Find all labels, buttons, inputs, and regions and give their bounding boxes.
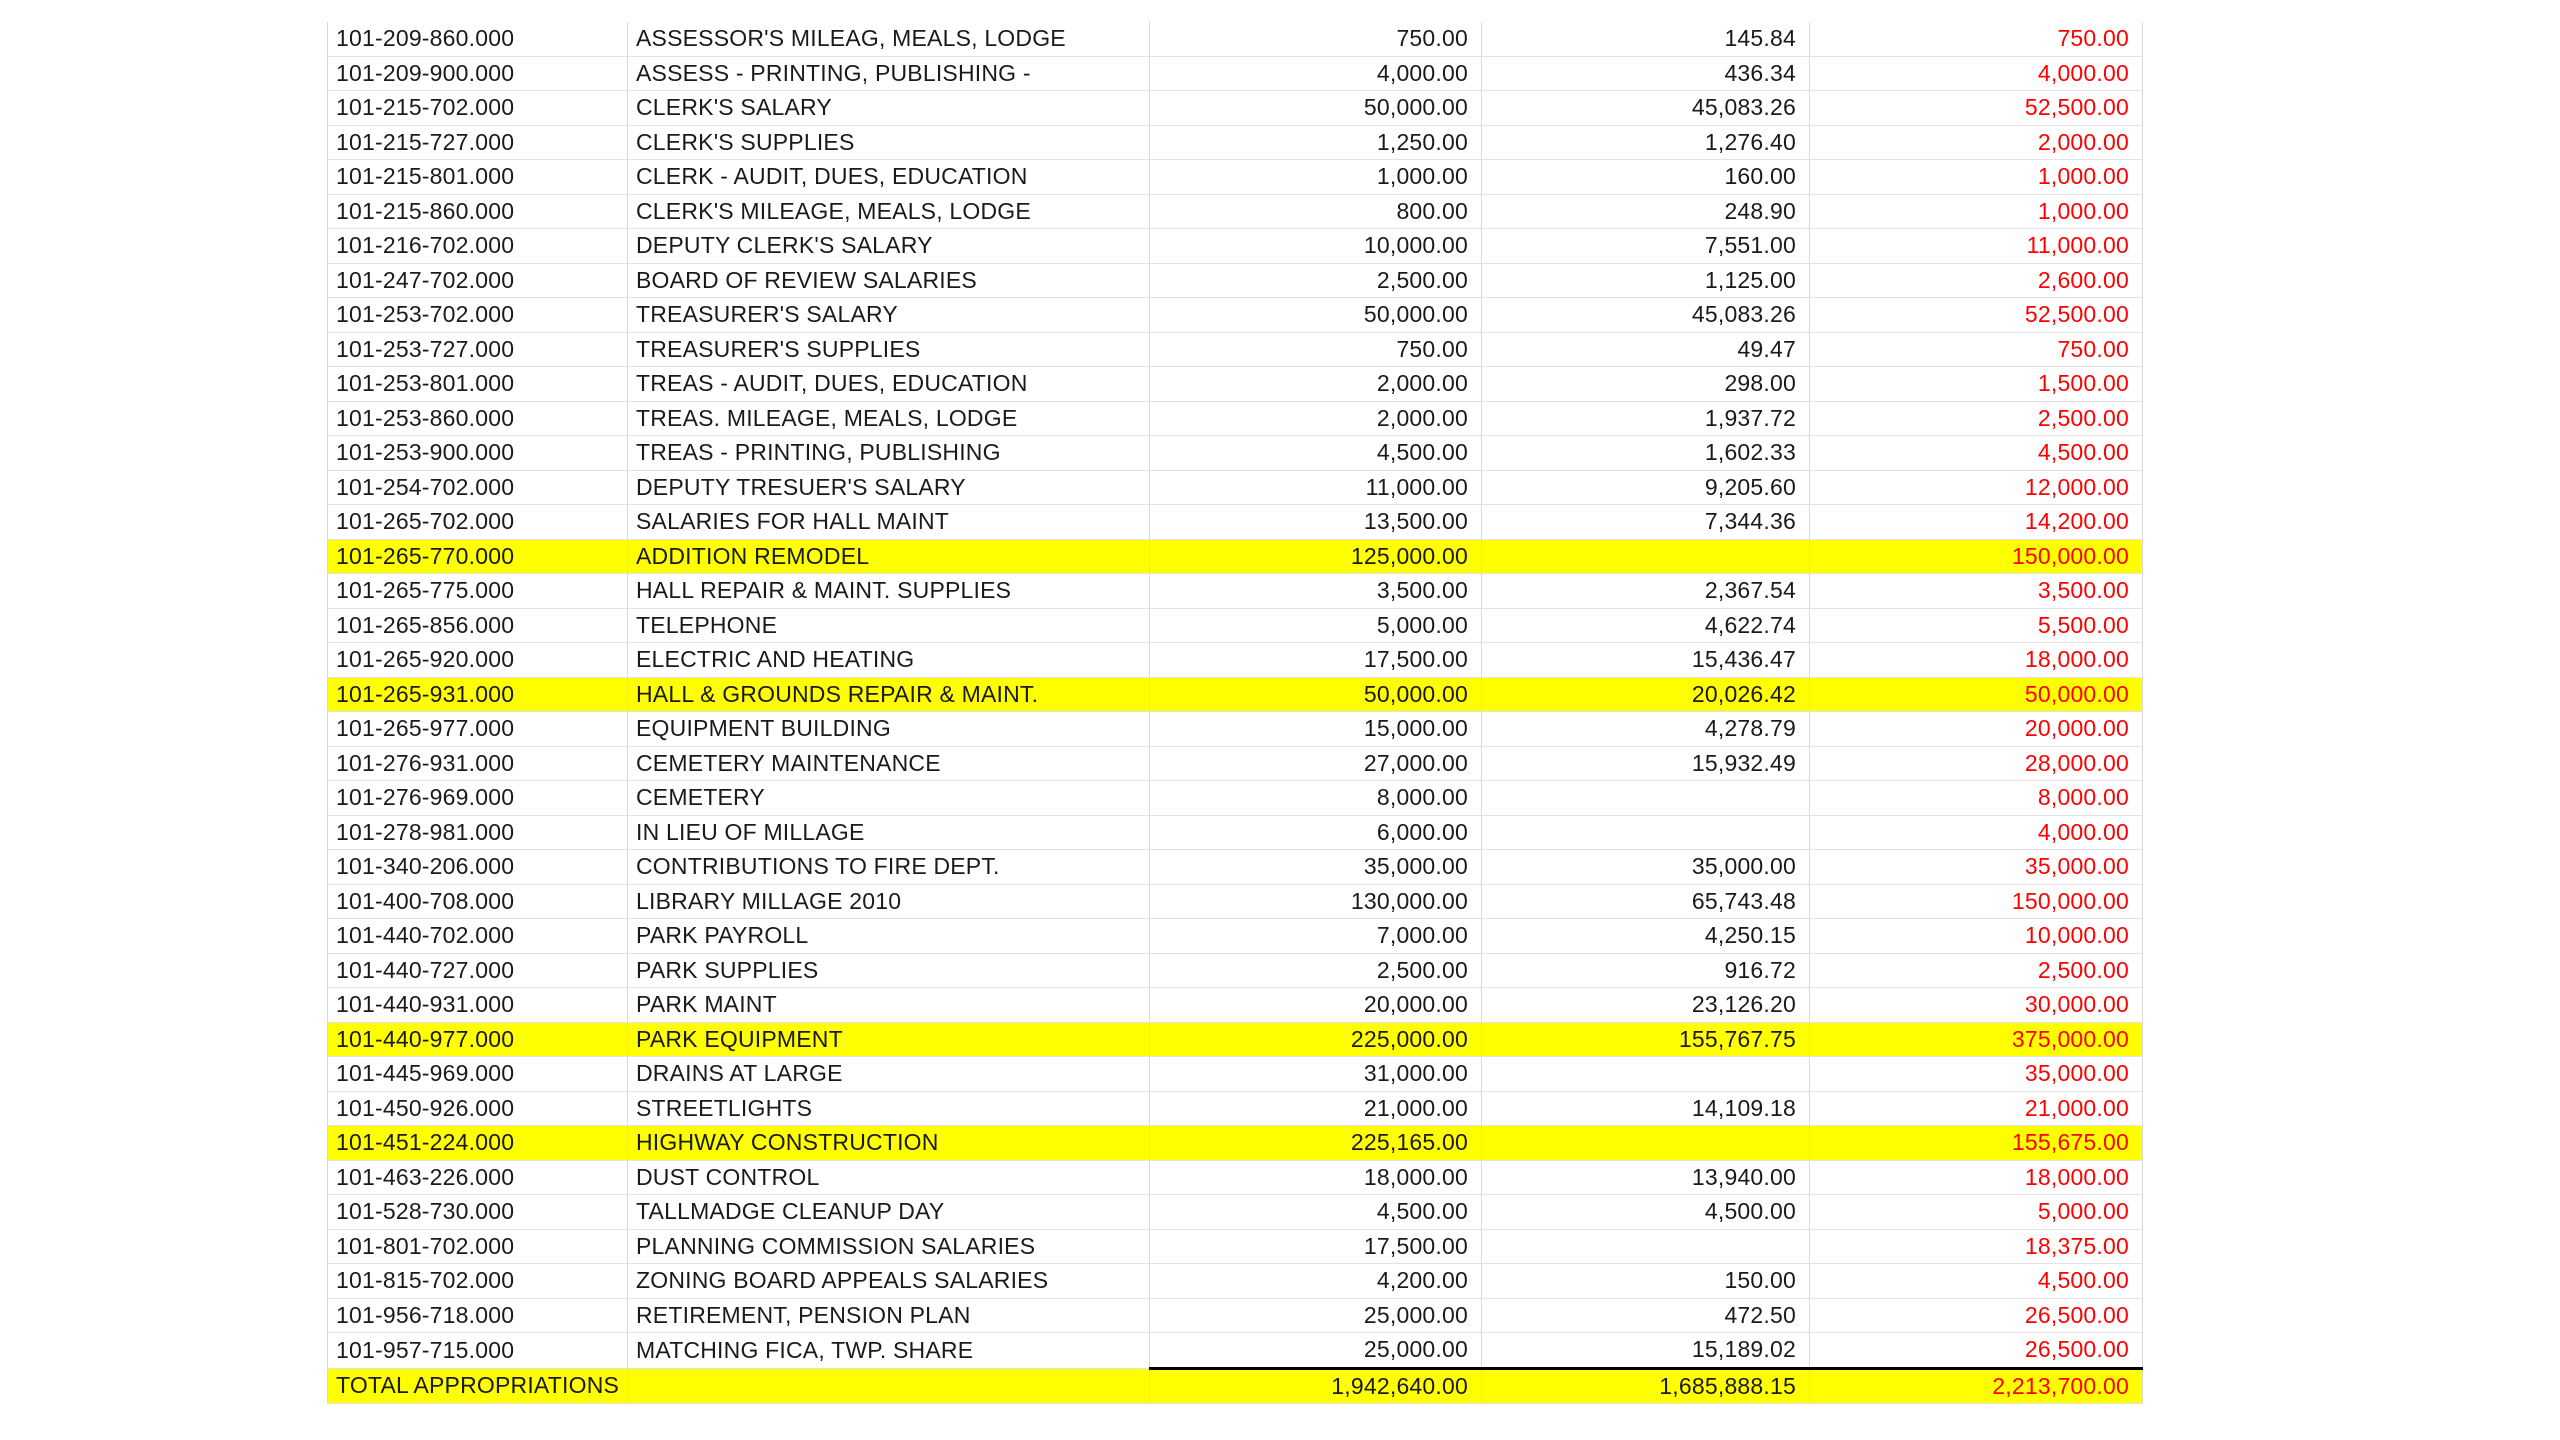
description-cell[interactable]: CLERK'S MILEAGE, MEALS, LODGE xyxy=(628,194,1150,229)
actual-cell[interactable]: 23,126.20 xyxy=(1482,988,1810,1023)
table-row xyxy=(328,263,2143,298)
table-row xyxy=(328,125,2143,160)
table-row xyxy=(328,436,2143,471)
proposed-cell[interactable]: 5,500.00 xyxy=(1810,608,2143,643)
table-row xyxy=(328,574,2143,609)
table-row xyxy=(328,160,2143,195)
budget-cell[interactable]: 3,500.00 xyxy=(1150,574,1482,609)
budget-cell[interactable]: 50,000.00 xyxy=(1150,677,1482,712)
proposed-cell[interactable]: 30,000.00 xyxy=(1810,988,2143,1023)
budget-cell[interactable]: 8,000.00 xyxy=(1150,781,1482,816)
description-cell[interactable]: PARK EQUIPMENT xyxy=(628,1022,1150,1057)
table-row xyxy=(328,367,2143,402)
description-cell[interactable]: CLERK'S SUPPLIES xyxy=(628,125,1150,160)
proposed-cell[interactable]: 18,000.00 xyxy=(1810,1160,2143,1195)
account-cell[interactable]: 101-209-900.000 xyxy=(328,56,628,91)
description-cell[interactable]: ADDITION REMODEL xyxy=(628,539,1150,574)
actual-cell[interactable]: 15,189.02 xyxy=(1482,1333,1810,1369)
table-row xyxy=(328,401,2143,436)
table-row xyxy=(328,22,2143,56)
actual-cell[interactable]: 4,500.00 xyxy=(1482,1195,1810,1230)
proposed-cell[interactable]: 26,500.00 xyxy=(1810,1333,2143,1369)
proposed-cell[interactable]: 20,000.00 xyxy=(1810,712,2143,747)
table-row xyxy=(328,539,2143,574)
description-cell[interactable]: BOARD OF REVIEW SALARIES xyxy=(628,263,1150,298)
budget-cell[interactable]: 15,000.00 xyxy=(1150,712,1482,747)
proposed-cell[interactable]: 12,000.00 xyxy=(1810,470,2143,505)
table-row xyxy=(328,1057,2143,1092)
budget-cell[interactable]: 18,000.00 xyxy=(1150,1160,1482,1195)
actual-cell[interactable]: 65,743.48 xyxy=(1482,884,1810,919)
actual-cell[interactable] xyxy=(1482,1229,1810,1264)
account-cell[interactable]: 101-265-931.000 xyxy=(328,677,628,712)
proposed-cell[interactable]: 150,000.00 xyxy=(1810,884,2143,919)
table-row xyxy=(328,1022,2143,1057)
proposed-cell[interactable]: 35,000.00 xyxy=(1810,850,2143,885)
table-row xyxy=(328,505,2143,540)
budget-cell[interactable]: 25,000.00 xyxy=(1150,1333,1482,1369)
table-row xyxy=(328,884,2143,919)
proposed-cell[interactable]: 10,000.00 xyxy=(1810,919,2143,954)
total-budget-cell[interactable]: 1,942,640.00 xyxy=(1150,1368,1482,1404)
account-cell[interactable]: 101-253-702.000 xyxy=(328,298,628,333)
proposed-cell[interactable]: 35,000.00 xyxy=(1810,1057,2143,1092)
description-cell[interactable]: CLERK'S SALARY xyxy=(628,91,1150,126)
description-cell[interactable]: ELECTRIC AND HEATING xyxy=(628,643,1150,678)
budget-cell[interactable]: 1,250.00 xyxy=(1150,125,1482,160)
account-cell[interactable]: 101-400-708.000 xyxy=(328,884,628,919)
budget-cell[interactable]: 800.00 xyxy=(1150,194,1482,229)
proposed-cell[interactable]: 2,500.00 xyxy=(1810,401,2143,436)
description-cell[interactable]: HIGHWAY CONSTRUCTION xyxy=(628,1126,1150,1161)
budget-cell[interactable]: 1,000.00 xyxy=(1150,160,1482,195)
budget-cell[interactable]: 20,000.00 xyxy=(1150,988,1482,1023)
actual-cell[interactable]: 150.00 xyxy=(1482,1264,1810,1299)
proposed-cell[interactable]: 18,375.00 xyxy=(1810,1229,2143,1264)
account-cell[interactable]: 101-265-702.000 xyxy=(328,505,628,540)
account-cell[interactable]: 101-451-224.000 xyxy=(328,1126,628,1161)
proposed-cell[interactable]: 750.00 xyxy=(1810,332,2143,367)
budget-cell[interactable]: 25,000.00 xyxy=(1150,1298,1482,1333)
account-cell[interactable]: 101-528-730.000 xyxy=(328,1195,628,1230)
actual-cell[interactable]: 14,109.18 xyxy=(1482,1091,1810,1126)
budget-cell[interactable]: 4,200.00 xyxy=(1150,1264,1482,1299)
proposed-cell[interactable]: 155,675.00 xyxy=(1810,1126,2143,1161)
proposed-cell[interactable]: 52,500.00 xyxy=(1810,298,2143,333)
account-cell[interactable]: 101-278-981.000 xyxy=(328,815,628,850)
description-cell[interactable]: CEMETERY xyxy=(628,781,1150,816)
description-cell[interactable]: TALLMADGE CLEANUP DAY xyxy=(628,1195,1150,1230)
total-proposed-cell[interactable]: 2,213,700.00 xyxy=(1810,1368,2143,1404)
total-label-cell[interactable]: TOTAL APPROPRIATIONS xyxy=(328,1368,628,1404)
account-cell[interactable]: 101-216-702.000 xyxy=(328,229,628,264)
description-cell[interactable]: PARK MAINT xyxy=(628,988,1150,1023)
account-cell[interactable]: 101-254-702.000 xyxy=(328,470,628,505)
table-row xyxy=(328,1229,2143,1264)
table-row xyxy=(328,1126,2143,1161)
total-blank-cell[interactable] xyxy=(628,1368,1150,1404)
actual-cell[interactable]: 2,367.54 xyxy=(1482,574,1810,609)
budget-cell[interactable]: 27,000.00 xyxy=(1150,746,1482,781)
budget-cell[interactable]: 7,000.00 xyxy=(1150,919,1482,954)
appropriations-table-body xyxy=(328,22,2143,1404)
description-cell[interactable]: EQUIPMENT BUILDING xyxy=(628,712,1150,747)
table-row xyxy=(328,919,2143,954)
table-row xyxy=(328,677,2143,712)
budget-cell[interactable]: 2,500.00 xyxy=(1150,263,1482,298)
proposed-cell[interactable]: 50,000.00 xyxy=(1810,677,2143,712)
account-cell[interactable]: 101-445-969.000 xyxy=(328,1057,628,1092)
account-cell[interactable]: 101-440-977.000 xyxy=(328,1022,628,1057)
actual-cell[interactable] xyxy=(1482,781,1810,816)
actual-cell[interactable]: 15,436.47 xyxy=(1482,643,1810,678)
budget-cell[interactable]: 13,500.00 xyxy=(1150,505,1482,540)
table-row xyxy=(328,1160,2143,1195)
budget-cell[interactable]: 125,000.00 xyxy=(1150,539,1482,574)
actual-cell[interactable]: 7,551.00 xyxy=(1482,229,1810,264)
account-cell[interactable]: 101-340-206.000 xyxy=(328,850,628,885)
account-cell[interactable]: 101-440-727.000 xyxy=(328,953,628,988)
budget-cell[interactable]: 11,000.00 xyxy=(1150,470,1482,505)
account-cell[interactable]: 101-276-931.000 xyxy=(328,746,628,781)
account-cell[interactable]: 101-440-702.000 xyxy=(328,919,628,954)
proposed-cell[interactable]: 2,500.00 xyxy=(1810,953,2143,988)
proposed-cell[interactable]: 28,000.00 xyxy=(1810,746,2143,781)
description-cell[interactable]: PARK SUPPLIES xyxy=(628,953,1150,988)
account-cell[interactable]: 101-815-702.000 xyxy=(328,1264,628,1299)
actual-cell[interactable] xyxy=(1482,539,1810,574)
account-cell[interactable]: 101-253-727.000 xyxy=(328,332,628,367)
table-row xyxy=(328,332,2143,367)
table-row xyxy=(328,988,2143,1023)
account-cell[interactable]: 101-253-900.000 xyxy=(328,436,628,471)
description-cell[interactable]: CLERK - AUDIT, DUES, EDUCATION xyxy=(628,160,1150,195)
table-row xyxy=(328,1298,2143,1333)
actual-cell[interactable]: 160.00 xyxy=(1482,160,1810,195)
account-cell[interactable]: 101-440-931.000 xyxy=(328,988,628,1023)
actual-cell[interactable]: 1,125.00 xyxy=(1482,263,1810,298)
proposed-cell[interactable]: 4,000.00 xyxy=(1810,56,2143,91)
table-row xyxy=(328,815,2143,850)
proposed-cell[interactable]: 8,000.00 xyxy=(1810,781,2143,816)
account-cell[interactable]: 101-801-702.000 xyxy=(328,1229,628,1264)
proposed-cell[interactable]: 18,000.00 xyxy=(1810,643,2143,678)
budget-cell[interactable]: 2,000.00 xyxy=(1150,401,1482,436)
actual-cell[interactable]: 1,276.40 xyxy=(1482,125,1810,160)
account-cell[interactable]: 101-265-770.000 xyxy=(328,539,628,574)
budget-cell[interactable]: 6,000.00 xyxy=(1150,815,1482,850)
description-cell[interactable]: RETIREMENT, PENSION PLAN xyxy=(628,1298,1150,1333)
account-cell[interactable]: 101-276-969.000 xyxy=(328,781,628,816)
actual-cell[interactable]: 436.34 xyxy=(1482,56,1810,91)
description-cell[interactable]: TREASURER'S SUPPLIES xyxy=(628,332,1150,367)
table-row xyxy=(328,850,2143,885)
table-row xyxy=(328,781,2143,816)
account-cell[interactable]: 101-265-775.000 xyxy=(328,574,628,609)
proposed-cell[interactable]: 11,000.00 xyxy=(1810,229,2143,264)
description-cell[interactable]: HALL REPAIR & MAINT. SUPPLIES xyxy=(628,574,1150,609)
description-cell[interactable]: CEMETERY MAINTENANCE xyxy=(628,746,1150,781)
actual-cell[interactable] xyxy=(1482,1057,1810,1092)
actual-cell[interactable]: 4,250.15 xyxy=(1482,919,1810,954)
table-row xyxy=(328,1264,2143,1299)
description-cell[interactable]: TELEPHONE xyxy=(628,608,1150,643)
actual-cell[interactable]: 145.84 xyxy=(1482,22,1810,56)
account-cell[interactable]: 101-265-977.000 xyxy=(328,712,628,747)
proposed-cell[interactable]: 21,000.00 xyxy=(1810,1091,2143,1126)
actual-cell[interactable] xyxy=(1482,815,1810,850)
actual-cell[interactable]: 45,083.26 xyxy=(1482,91,1810,126)
budget-cell[interactable]: 21,000.00 xyxy=(1150,1091,1482,1126)
table-row xyxy=(328,194,2143,229)
actual-cell[interactable]: 916.72 xyxy=(1482,953,1810,988)
description-cell[interactable]: PLANNING COMMISSION SALARIES xyxy=(628,1229,1150,1264)
table-row xyxy=(328,298,2143,333)
proposed-cell[interactable]: 5,000.00 xyxy=(1810,1195,2143,1230)
table-row xyxy=(328,1195,2143,1230)
description-cell[interactable]: DEPUTY TRESUER'S SALARY xyxy=(628,470,1150,505)
proposed-cell[interactable]: 52,500.00 xyxy=(1810,91,2143,126)
actual-cell[interactable]: 7,344.36 xyxy=(1482,505,1810,540)
budget-cell[interactable]: 17,500.00 xyxy=(1150,1229,1482,1264)
actual-cell[interactable]: 49.47 xyxy=(1482,332,1810,367)
table-row xyxy=(328,746,2143,781)
account-cell[interactable]: 101-956-718.000 xyxy=(328,1298,628,1333)
proposed-cell[interactable]: 1,000.00 xyxy=(1810,194,2143,229)
budget-cell[interactable]: 750.00 xyxy=(1150,22,1482,56)
actual-cell[interactable]: 9,205.60 xyxy=(1482,470,1810,505)
description-cell[interactable]: TREAS - AUDIT, DUES, EDUCATION xyxy=(628,367,1150,402)
description-cell[interactable]: HALL & GROUNDS REPAIR & MAINT. xyxy=(628,677,1150,712)
description-cell[interactable]: IN LIEU OF MILLAGE xyxy=(628,815,1150,850)
description-cell[interactable]: DUST CONTROL xyxy=(628,1160,1150,1195)
description-cell[interactable]: DEPUTY CLERK'S SALARY xyxy=(628,229,1150,264)
proposed-cell[interactable]: 4,500.00 xyxy=(1810,436,2143,471)
description-cell[interactable]: TREASURER'S SALARY xyxy=(628,298,1150,333)
actual-cell[interactable]: 45,083.26 xyxy=(1482,298,1810,333)
actual-cell[interactable]: 4,278.79 xyxy=(1482,712,1810,747)
budget-spreadsheet xyxy=(327,22,2142,1404)
budget-cell[interactable]: 130,000.00 xyxy=(1150,884,1482,919)
actual-cell[interactable]: 298.00 xyxy=(1482,367,1810,402)
proposed-cell[interactable]: 150,000.00 xyxy=(1810,539,2143,574)
proposed-cell[interactable]: 3,500.00 xyxy=(1810,574,2143,609)
proposed-cell[interactable]: 4,000.00 xyxy=(1810,815,2143,850)
proposed-cell[interactable]: 14,200.00 xyxy=(1810,505,2143,540)
proposed-cell[interactable]: 26,500.00 xyxy=(1810,1298,2143,1333)
description-cell[interactable]: MATCHING FICA, TWP. SHARE xyxy=(628,1333,1150,1369)
description-cell[interactable]: LIBRARY MILLAGE 2010 xyxy=(628,884,1150,919)
description-cell[interactable]: ASSESS - PRINTING, PUBLISHING - xyxy=(628,56,1150,91)
proposed-cell[interactable]: 1,000.00 xyxy=(1810,160,2143,195)
budget-cell[interactable]: 2,500.00 xyxy=(1150,953,1482,988)
description-cell[interactable]: STREETLIGHTS xyxy=(628,1091,1150,1126)
account-cell[interactable]: 101-253-860.000 xyxy=(328,401,628,436)
description-cell[interactable]: PARK PAYROLL xyxy=(628,919,1150,954)
table-row xyxy=(328,953,2143,988)
proposed-cell[interactable]: 2,600.00 xyxy=(1810,263,2143,298)
table-row xyxy=(328,1333,2143,1369)
actual-cell[interactable]: 20,026.42 xyxy=(1482,677,1810,712)
proposed-cell[interactable]: 375,000.00 xyxy=(1810,1022,2143,1057)
appropriations-table xyxy=(327,22,2143,1404)
description-cell[interactable]: DRAINS AT LARGE xyxy=(628,1057,1150,1092)
account-cell[interactable]: 101-215-860.000 xyxy=(328,194,628,229)
table-row xyxy=(328,91,2143,126)
total-appropriations-row xyxy=(328,1368,2143,1404)
budget-cell[interactable]: 2,000.00 xyxy=(1150,367,1482,402)
table-row xyxy=(328,1091,2143,1126)
actual-cell[interactable]: 1,937.72 xyxy=(1482,401,1810,436)
actual-cell[interactable]: 248.90 xyxy=(1482,194,1810,229)
actual-cell[interactable]: 4,622.74 xyxy=(1482,608,1810,643)
budget-cell[interactable]: 35,000.00 xyxy=(1150,850,1482,885)
budget-cell[interactable]: 4,500.00 xyxy=(1150,1195,1482,1230)
actual-cell[interactable] xyxy=(1482,1126,1810,1161)
table-row xyxy=(328,643,2143,678)
budget-cell[interactable]: 50,000.00 xyxy=(1150,298,1482,333)
table-row xyxy=(328,56,2143,91)
proposed-cell[interactable]: 2,000.00 xyxy=(1810,125,2143,160)
description-cell[interactable]: CONTRIBUTIONS TO FIRE DEPT. xyxy=(628,850,1150,885)
account-cell[interactable]: 101-215-727.000 xyxy=(328,125,628,160)
account-cell[interactable]: 101-463-226.000 xyxy=(328,1160,628,1195)
table-row xyxy=(328,470,2143,505)
description-cell[interactable]: ASSESSOR'S MILEAG, MEALS, LODGE xyxy=(628,22,1150,56)
budget-cell[interactable]: 750.00 xyxy=(1150,332,1482,367)
account-cell[interactable]: 101-209-860.000 xyxy=(328,22,628,56)
description-cell[interactable]: TREAS. MILEAGE, MEALS, LODGE xyxy=(628,401,1150,436)
budget-cell[interactable]: 4,500.00 xyxy=(1150,436,1482,471)
account-cell[interactable]: 101-450-926.000 xyxy=(328,1091,628,1126)
description-cell[interactable]: SALARIES FOR HALL MAINT xyxy=(628,505,1150,540)
total-actual-cell[interactable]: 1,685,888.15 xyxy=(1482,1368,1810,1404)
account-cell[interactable]: 101-265-856.000 xyxy=(328,608,628,643)
table-row xyxy=(328,712,2143,747)
account-cell[interactable]: 101-215-702.000 xyxy=(328,91,628,126)
budget-cell[interactable]: 5,000.00 xyxy=(1150,608,1482,643)
account-cell[interactable]: 101-215-801.000 xyxy=(328,160,628,195)
actual-cell[interactable]: 35,000.00 xyxy=(1482,850,1810,885)
proposed-cell[interactable]: 4,500.00 xyxy=(1810,1264,2143,1299)
description-cell[interactable]: TREAS - PRINTING, PUBLISHING xyxy=(628,436,1150,471)
budget-cell[interactable]: 31,000.00 xyxy=(1150,1057,1482,1092)
account-cell[interactable]: 101-265-920.000 xyxy=(328,643,628,678)
actual-cell[interactable]: 155,767.75 xyxy=(1482,1022,1810,1057)
budget-cell[interactable]: 4,000.00 xyxy=(1150,56,1482,91)
budget-cell[interactable]: 50,000.00 xyxy=(1150,91,1482,126)
budget-cell[interactable]: 10,000.00 xyxy=(1150,229,1482,264)
account-cell[interactable]: 101-247-702.000 xyxy=(328,263,628,298)
proposed-cell[interactable]: 1,500.00 xyxy=(1810,367,2143,402)
account-cell[interactable]: 101-253-801.000 xyxy=(328,367,628,402)
actual-cell[interactable]: 13,940.00 xyxy=(1482,1160,1810,1195)
actual-cell[interactable]: 15,932.49 xyxy=(1482,746,1810,781)
table-row xyxy=(328,608,2143,643)
actual-cell[interactable]: 1,602.33 xyxy=(1482,436,1810,471)
budget-cell[interactable]: 225,165.00 xyxy=(1150,1126,1482,1161)
budget-cell[interactable]: 225,000.00 xyxy=(1150,1022,1482,1057)
budget-cell[interactable]: 17,500.00 xyxy=(1150,643,1482,678)
proposed-cell[interactable]: 750.00 xyxy=(1810,22,2143,56)
description-cell[interactable]: ZONING BOARD APPEALS SALARIES xyxy=(628,1264,1150,1299)
account-cell[interactable]: 101-957-715.000 xyxy=(328,1333,628,1369)
table-row xyxy=(328,229,2143,264)
actual-cell[interactable]: 472.50 xyxy=(1482,1298,1810,1333)
